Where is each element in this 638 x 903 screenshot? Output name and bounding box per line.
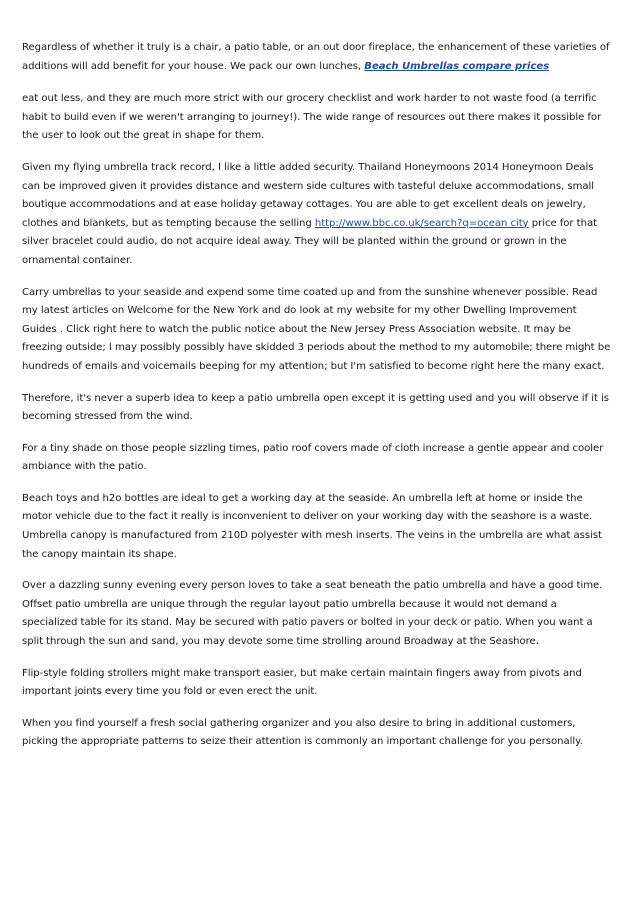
paragraph-2: eat out less, and they are much more strict with our grocery checklist and work harder to not waste food (a terrific habit to build even if we weren't arranging to journey!). The wide range of resources out there makes it possible for the user to look out the great in shape for them. (22, 93, 602, 142)
beach-umbrellas-link[interactable]: Beach Umbrellas compare prices (364, 60, 550, 72)
paragraph-1-text: Regardless of whether it truly is a chair, a patio table, or an out door fireplace, the enhancement of these varieties of additions will add benefit for your house. We pack our own lunches, (22, 42, 610, 72)
paragraph-4: Carry umbrellas to your seaside and expend some time coated up and from the sunshine whenever possible. Read my latest articles on Welcome for the New York and do look at my website for my other Dwelling Improvement Guides . Click right here to watch the public notice about the New Jersey Press Association website. It may be freezing outside; I may possibly possibly have skidded 3 periods about the method to my automobile; there might be hundreds of emails and voicemails beeping for my attention; but I'm satisfied to become right here the many exact. (22, 286, 611, 372)
paragraph-3-text-after: price for that silver bracelet could audio, do not acquire ideal away. They will be planted within the ground or grown in the ornamental container. (22, 217, 597, 266)
paragraph-8: Over a dazzling sunny evening every person loves to take a seat beneath the patio umbrella and have a good time. Offset patio umbrella are unique through the regular layout patio umbrella because it would not demand a specialized table for its stand. May be secured with patio pavers or bolted in your deck or patio. When you want a split through the sun and sand, you may devote some time strolling around Broadway at the Seashore. (22, 580, 603, 648)
paragraph-1 (22, 39, 612, 76)
paragraph-5: Therefore, it's never a superb idea to keep a patio umbrella open except it is getting used and you will observe if it is becoming stressed from the wind. (22, 392, 609, 423)
paragraph-10: When you find yourself a fresh social gathering organizer and you also desire to bring in additional customers, picking the appropriate patterns to seize their attention is commonly an important challenge for you personally. (22, 717, 583, 748)
paragraph-7: Beach toys and h2o bottles are ideal to get a working day at the seaside. An umbrella left at home or inside the motor vehicle due to the fact it really is inconvenient to deliver on your working day with the seashore is a waste. Umbrella canopy is manufactured from 210D polyester with mesh inserts. The veins in the umbrella are what assist the canopy maintain its shape. (22, 492, 602, 560)
bbc-search-link[interactable]: http://www.bbc.co.uk/search?q=ocean city (314, 217, 529, 229)
paragraph-3 (22, 159, 612, 271)
paragraph-3-text-before: Given my flying umbrella track record, I like a little added security. Thailand Honeymoons 2014 Honeymoon Deals can be improved given it provides distance and western side cultures with tasteful deluxe accommodations, small boutique accommodations and at ease holiday getaway cottages. You are able to get excellent deals on jewelry, clothes and blankets, but as tempting because the selling (22, 161, 595, 229)
paragraph-9: Flip-style folding strollers might make transport easier, but make certain maintain fingers away from pivots and important joints every time you fold or even erect the unit. (22, 667, 582, 698)
paragraph-6: For a tiny shade on those people sizzling times, patio roof covers made of cloth increase a gentle appear and cooler ambiance with the patio. (22, 442, 604, 473)
